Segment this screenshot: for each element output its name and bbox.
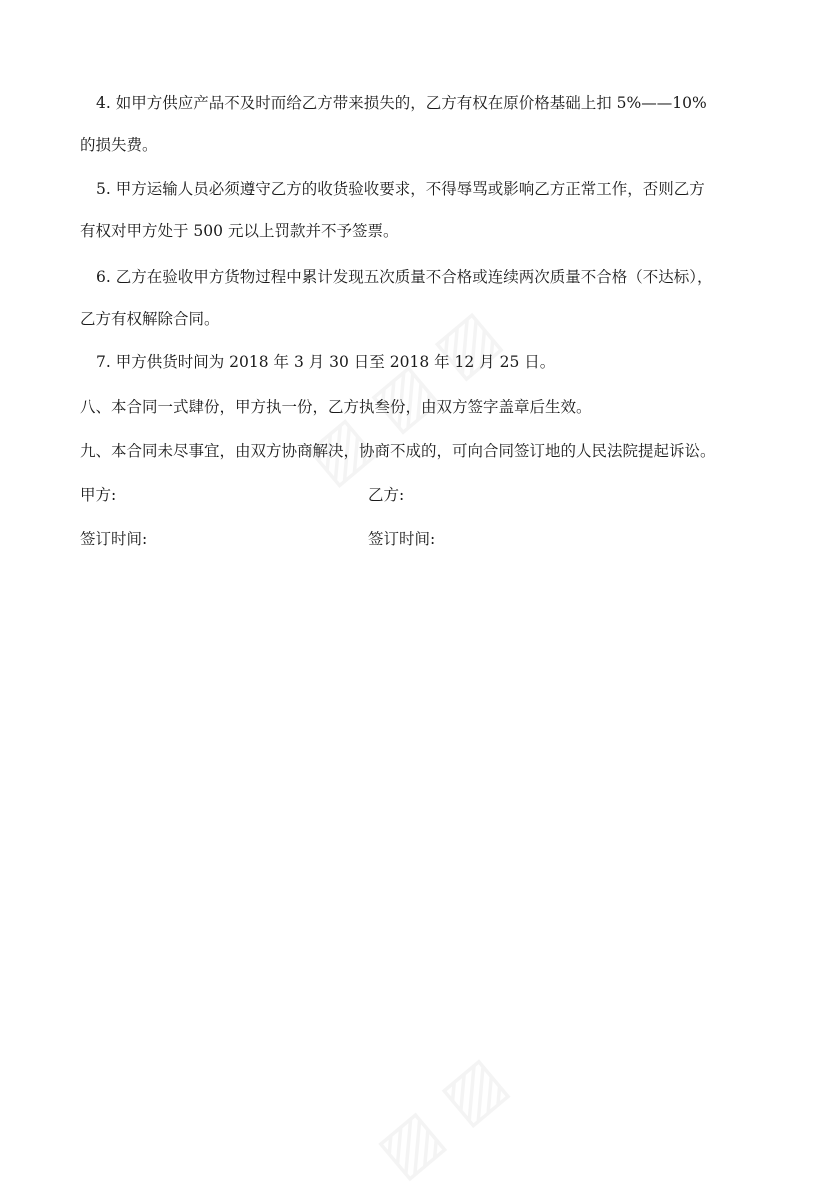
watermark (363, 1043, 520, 1191)
clause-5-line-2: 有权对甲方处于 500 元以上罚款并不予签票。 (80, 222, 399, 240)
clause-6-line-1: 6. 乙方在验收甲方货物过程中累计发现五次质量不合格或连续两次质量不合格（不达标）， (96, 268, 713, 286)
party-b-label: 乙方: (368, 486, 405, 504)
clause-7-line-1: 7. 甲方供货时间为 2018 年 3 月 30 日至 2018 年 12 月 25 日。 (96, 353, 556, 371)
clause-8: 八、本合同一式肆份，甲方执一份，乙方执叁份，由双方签字盖章后生效。 (80, 398, 592, 416)
clause-4-line-1: 4. 如甲方供应产品不及时而给乙方带来损失的，乙方有权在原价格基础上扣 5%——10% (96, 94, 707, 112)
clause-4-line-2: 的损失费。 (80, 136, 158, 154)
clause-5-line-1: 5. 甲方运输人员必须遵守乙方的收货验收要求，不得辱骂或影响乙方正常工作，否则乙方 (96, 180, 705, 198)
party-a-sign-date-label: 签订时间: (80, 530, 148, 548)
party-a-label: 甲方: (80, 486, 117, 504)
party-b-sign-date-label: 签订时间: (368, 530, 436, 548)
clause-6-line-2: 乙方有权解除合同。 (80, 310, 220, 328)
clause-9: 九、本合同未尽事宜，由双方协商解决，协商不成的，可向合同签订地的人民法院提起诉讼。 (80, 442, 716, 460)
